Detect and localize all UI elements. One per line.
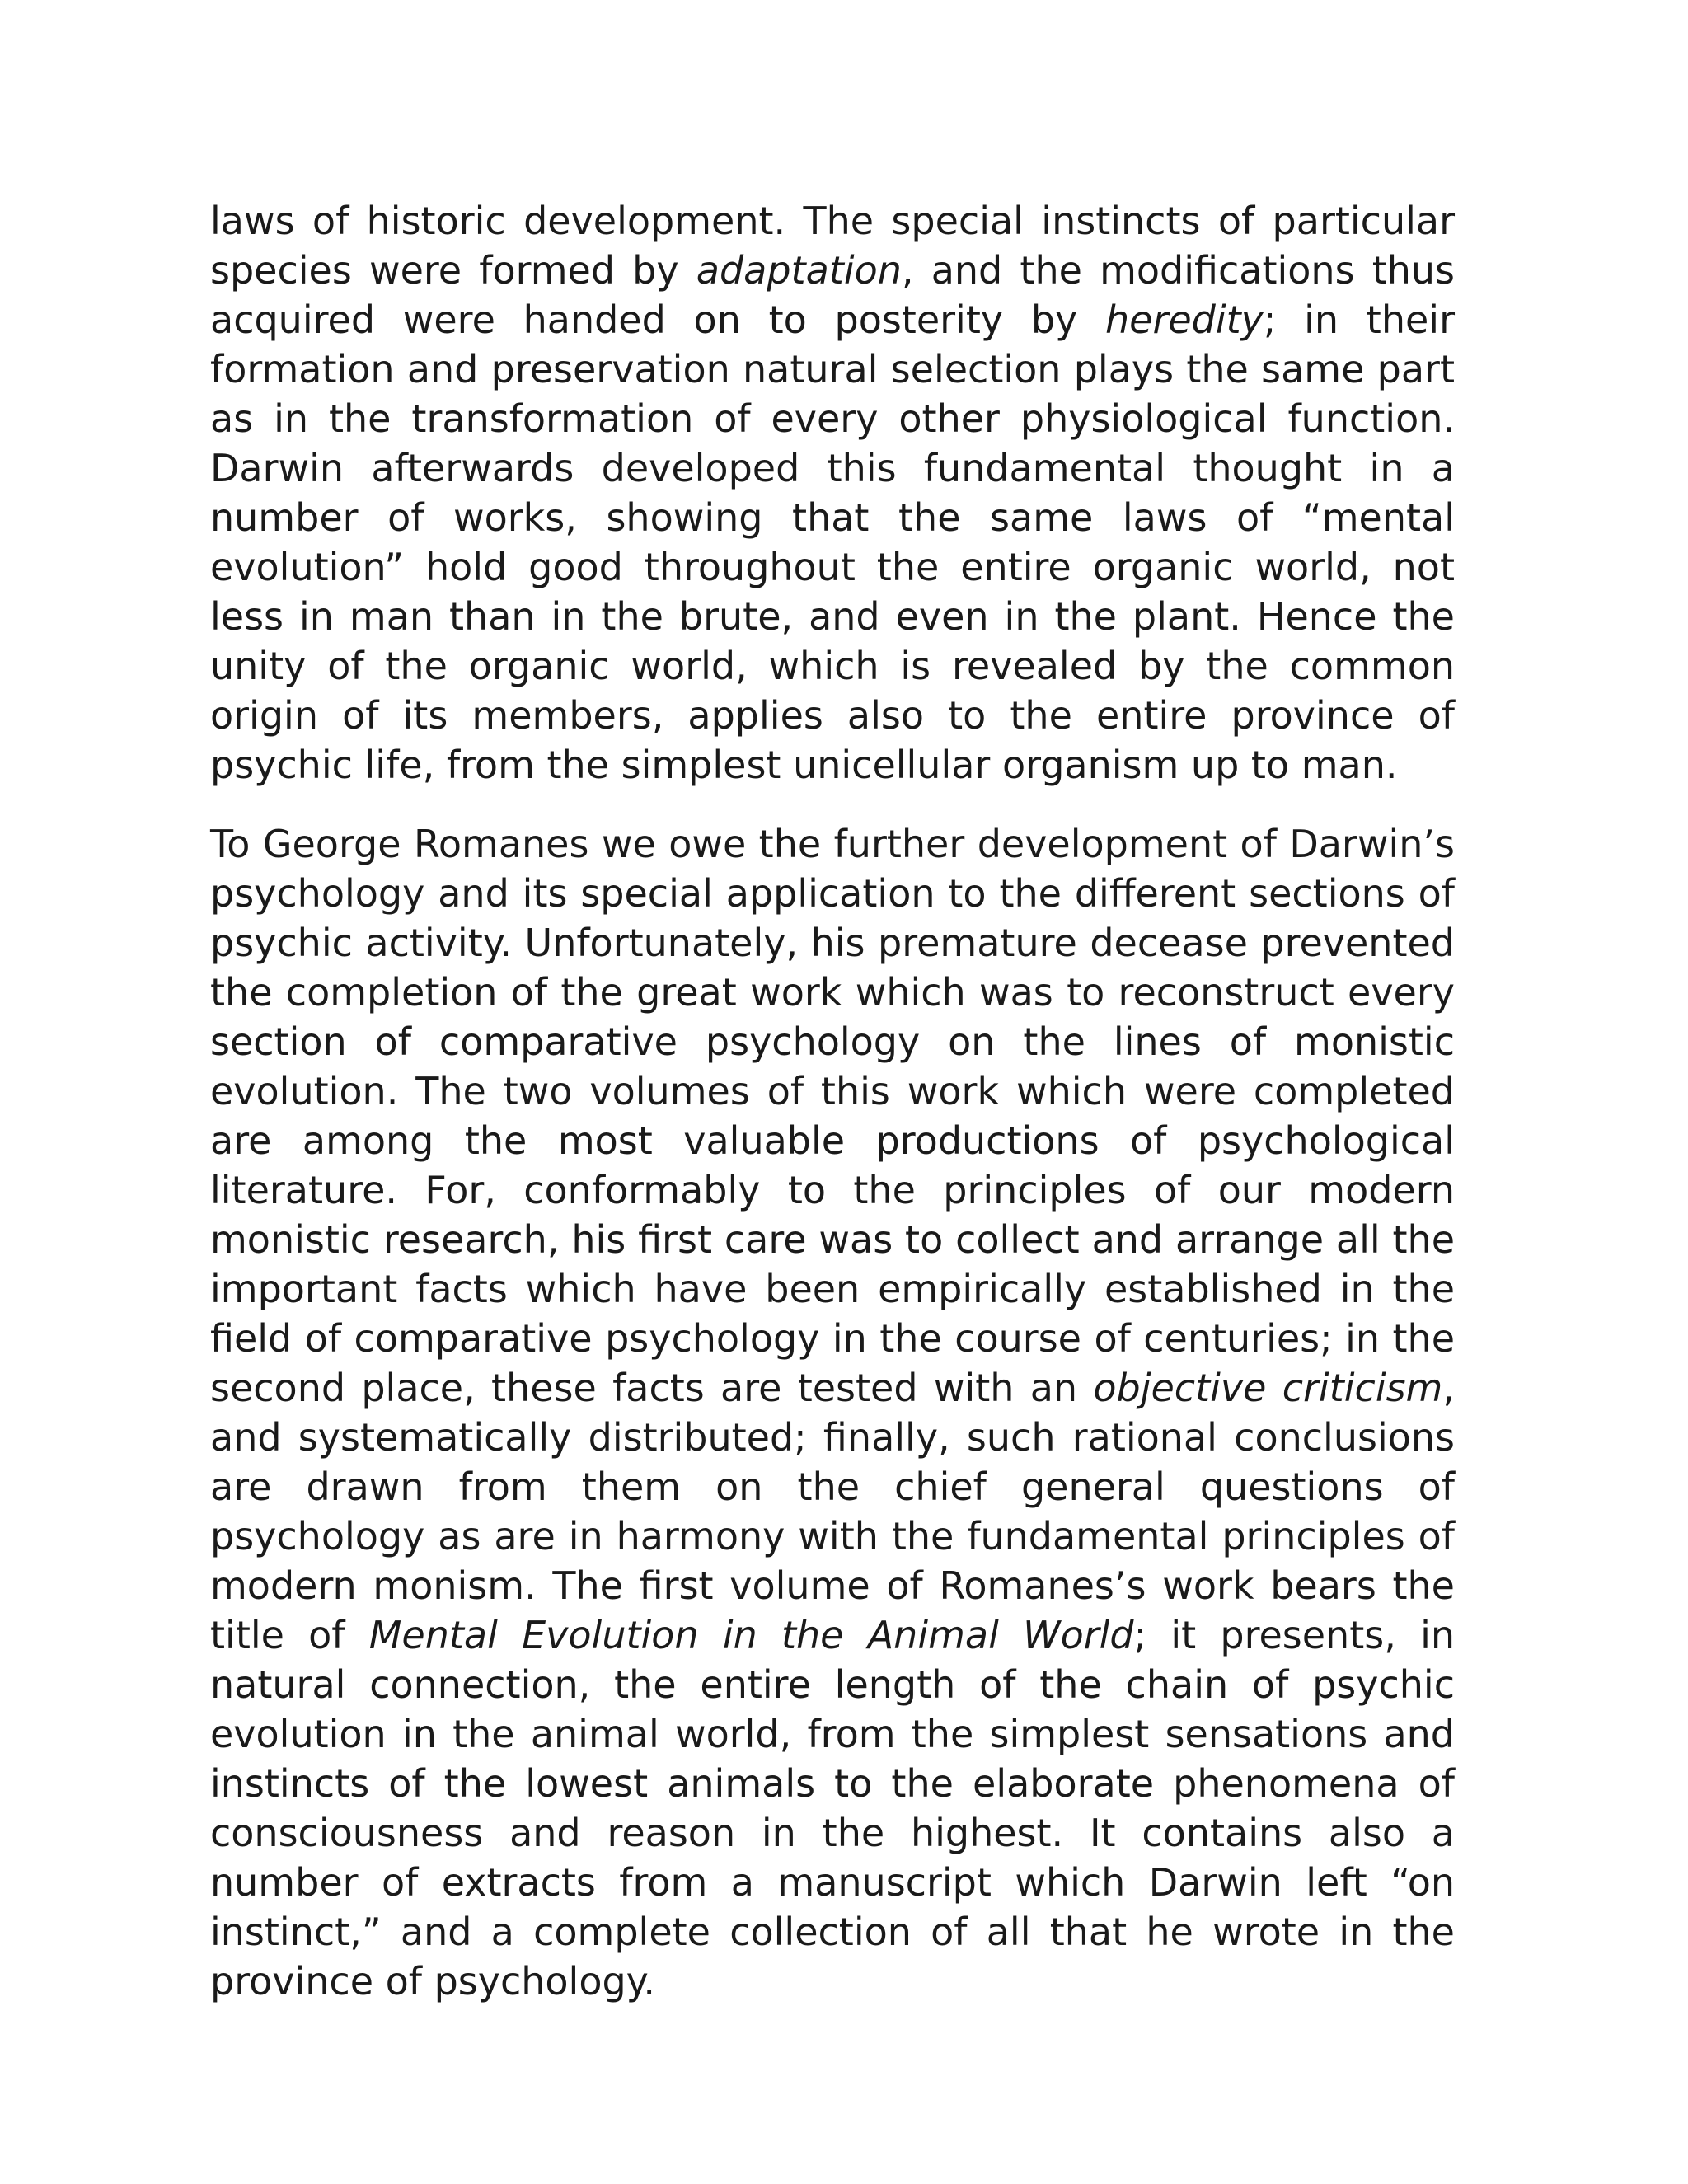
italic-term-heredity: heredity xyxy=(1105,298,1264,342)
document-page xyxy=(210,196,1455,2006)
text-segment: laws of historic development. The special instincts of particular species were formed by xyxy=(210,199,1455,293)
text-segment: ; in their formation and preservation natural selection plays the same part as in the transformation of every other physiological function. Darwin afterwards developed this fundamental thought in a number of works, showing that the same laws of “mental evolution” hold good throughout the entire organic world, not less in man than in the brute, and even in the plant. Hence the unity of the organic world, which is revealed by the common origin of its members, applies also to the entire province of psychic life, from the simplest unicellular organism up to man. xyxy=(210,298,1455,787)
text-segment: , and the modifications thus acquired were handed on to posterity by xyxy=(210,248,1456,342)
text-segment: , and systematically distributed; finally, such rational conclusions are drawn from them on the chief general questions of psychology as are in harmony with the fundamental principles of modern monism. The first volume of Romanes’s work bears the title of xyxy=(210,1366,1455,1657)
italic-term-adaptation: adaptation xyxy=(696,248,902,293)
text-segment: To George Romanes we owe the further development of Darwin’s psychology and its special application to the different sections of psychic activity. Unfortunately, his premature decease prevented the completion of the great work which was to reconstruct every section of comparative psychology on the lines of monistic evolution. The two volumes of this work which were completed are among the most valuable productions of psychological literature. For, conformably to the principles of our modern monistic research, his first care was to collect and arrange all the important facts which have been empirically established in the field of comparative psychology in the course of centuries; in the second place, these facts are tested with an xyxy=(210,822,1455,1410)
italic-book-title: Mental Evolution in the Animal World xyxy=(368,1613,1134,1657)
paragraph-1 xyxy=(210,196,1455,790)
italic-term-objective-criticism: objective criticism xyxy=(1093,1366,1443,1410)
paragraph-2 xyxy=(210,819,1455,2006)
text-segment: ; it presents, in natural connection, the entire length of the chain of psychic evolution in the animal world, from the simplest sensations and instincts of the lowest animals to the elaborate phenomena of consciousness and reason in the highest. It contains also a number of extracts from a manuscript which Darwin left “on instinct,” and a complete collection of all that he wrote in the province of psychology. xyxy=(210,1613,1456,2004)
